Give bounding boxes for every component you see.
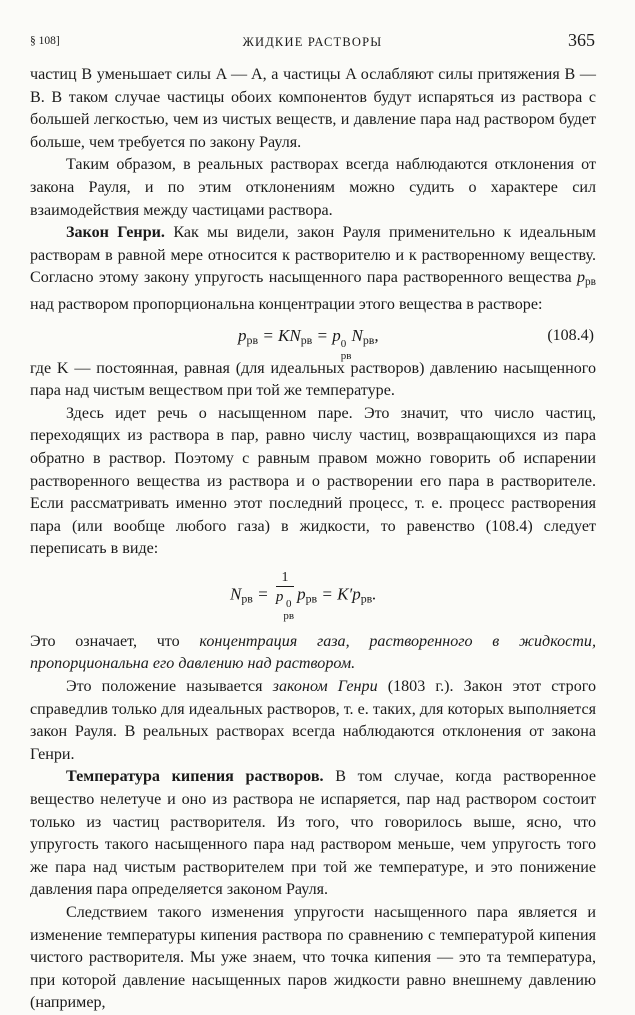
henry-law-text-2: над раствором пропорциональна концентрации этого вещества в растворе: <box>30 295 543 313</box>
eq-p: p <box>332 325 341 345</box>
paragraph-boiling <box>30 766 596 902</box>
eq-Kprime: K′ <box>337 584 353 604</box>
eq-supsub <box>341 338 352 362</box>
paragraph-2: Таким образом, в реальных растворах всегда наблюдаются отклонения от закона Рауля, и по этим отклонениям можно судить о характере сил взаимодействия между частицами раствора. <box>30 156 596 219</box>
eq-sign: = <box>312 325 333 345</box>
eq-sub: рв <box>246 332 259 347</box>
eq-comma: , <box>374 325 379 345</box>
eq-sub: рв <box>360 591 373 606</box>
eq-K: K <box>278 325 290 345</box>
running-header <box>30 30 595 52</box>
eq-p: p <box>297 584 306 604</box>
eq-N: N <box>289 325 301 345</box>
heading-henry-law: Закон Генри. <box>66 224 165 242</box>
p7-b: (1803 г.). Закон этот строго справедлив только для идеальных растворов, т. е. таких, для которых выполняется закон Рауля. В реальных растворах всегда наблюдаются отклонения от закона Генри. <box>30 678 596 763</box>
equation-henry <box>30 565 596 623</box>
eq-sub: рв <box>362 332 375 347</box>
eq-sub: рв <box>241 591 253 606</box>
p7-emphasis: законом Генри <box>272 678 378 696</box>
paragraph-henry-law <box>30 222 596 316</box>
p7-a: Это положение называется <box>66 678 273 696</box>
page-number: 365 <box>568 30 595 50</box>
equation-formula <box>238 325 379 362</box>
equation-formula <box>230 569 377 622</box>
equation-108-4 <box>30 319 596 362</box>
eq-p: p <box>238 325 247 345</box>
running-title: ЖИДКИЕ РАСТВОРЫ <box>242 35 383 49</box>
paragraph-5: Здесь идет речь о насыщенном паре. Это значит, что число частиц, переходящих из раствора в пар, равно числу частиц, возвращающихся из пара обратно в раствор. Поэтому с равным правом можно говорить об испарении растворенного вещества из раствора и о растворении его пара в растворителе. Если рассматривать именно этот последний процесс, т. е. процесс растворения пара (или вообще любого газа) в жидкости, то равенство (108.4) следует переписать в виде: <box>30 404 596 558</box>
body-text <box>30 64 596 1015</box>
fraction-numerator: 1 <box>276 569 294 587</box>
symbol-p: p <box>577 269 586 287</box>
henry-law-text: Как мы видели, закон Рауля применительно к идеальным растворам в равной мере относится к растворителю и к растворенному веществу. Согласно этому закону упругость насыщенного пара растворенного вещества <box>30 224 596 287</box>
paragraph-1: частиц B уменьшает силы A — A, а частицы A ослабляют силы притяжения B — B. В таком случае частицы обоих компонентов будут испаряться из раствора с большей легкостью, чем из чистых веществ, и давление пара над раствором будет больше, чем требуется по закону Рауля. <box>30 66 596 151</box>
eq-sign: = <box>258 325 279 345</box>
eq-sup: 0 <box>285 597 292 610</box>
eq-N: N <box>230 584 242 604</box>
fraction-denominator <box>276 587 294 622</box>
eq-p: p <box>352 584 361 604</box>
paragraph-4: где K — постоянная, равная (для идеальных растворов) давлению насыщенного пара над чистым веществом при той же температуре. <box>30 359 596 400</box>
heading-boiling: Температура кипения растворов. <box>66 768 324 786</box>
paragraph-9: Следствием такого изменения упругости насыщенного пара является и изменение температуры кипения раствора по сравнению с температурой кипения чистого растворителя. Мы уже знаем, что точка кипения — это та температура, при которой давление насыщенных паров жидкости равно внешнему давлению (например, <box>30 904 596 1012</box>
equation-number: (108.4) <box>547 326 594 344</box>
paragraph-7 <box>30 676 596 766</box>
symbol-sub: рв <box>585 276 596 289</box>
eq-sign: = <box>252 584 273 604</box>
eq-fraction <box>276 569 294 622</box>
eq-sub: рв <box>283 609 295 622</box>
p6-lead: Это означает, что <box>30 632 200 650</box>
eq-N: N <box>351 325 363 345</box>
inline-symbol-p <box>577 269 596 289</box>
eq-sub: рв <box>300 332 313 347</box>
eq-sub: рв <box>340 349 352 362</box>
eq-supsub <box>283 598 294 622</box>
boiling-text: В том случае, когда растворенное вещество нелетуче и оно из раствора не испаряется, пар над раствором состоит только из частиц растворителя. Из того, что говорилось выше, ясно, что упругость такого насыщенного пара над раствором меньше, чем упругость того же пара над чистым растворителем при той же температуре, и это понижение давления пара определяется законом Рауля. <box>30 768 596 899</box>
p6-emphasis: концентрация газа, растворенного в жидкости, пропорциональна его давлению над раствором. <box>30 632 596 673</box>
section-marker: § 108] <box>30 35 60 47</box>
eq-sub: рв <box>305 591 318 606</box>
eq-p: p <box>275 588 284 605</box>
eq-sup: 0 <box>340 337 347 350</box>
paragraph-6 <box>30 631 596 676</box>
eq-period: . <box>372 584 377 604</box>
eq-sign: = <box>317 584 338 604</box>
